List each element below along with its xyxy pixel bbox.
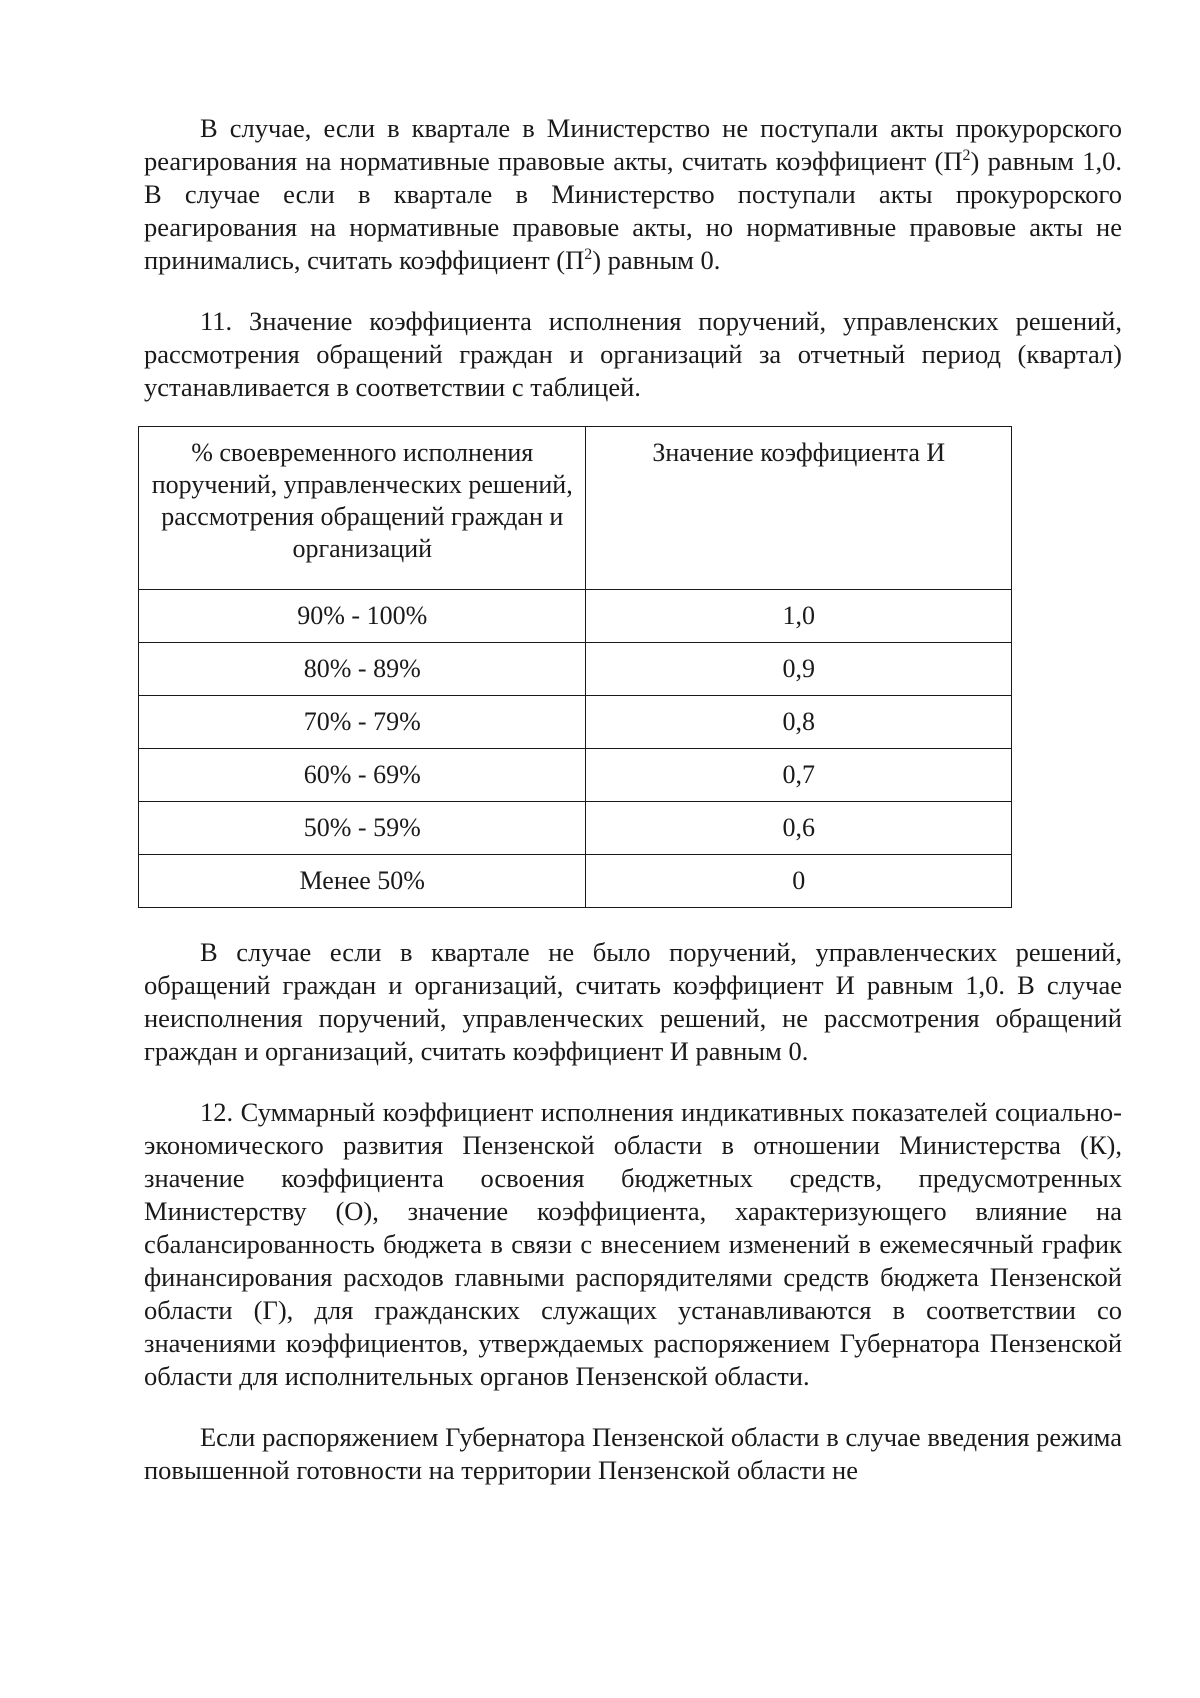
table-cell-range: 70% - 79% <box>139 696 586 749</box>
table-cell-range: 80% - 89% <box>139 643 586 696</box>
table-cell-value: 0,9 <box>586 643 1012 696</box>
paragraph-no-instructions: В случае если в квартале не было поручений, управленческих решений, обращений граждан и организаций, считать коэффициент И равным 1,0. В случае неисполнения поручений, управленческих решений, не рассмотрения обращений граждан и организаций, считать коэффициент И равным 0. <box>144 937 1122 1066</box>
coefficient-table <box>138 426 1012 908</box>
table-row <box>139 802 1012 855</box>
document-page <box>144 112 1122 1487</box>
table-header-row <box>139 427 1012 590</box>
table-cell-range: 50% - 59% <box>139 802 586 855</box>
table-cell-range: Менее 50% <box>139 855 586 908</box>
table-cell-value: 0 <box>586 855 1012 908</box>
table-cell-range: 60% - 69% <box>139 749 586 802</box>
table-header-percent: % своевременного исполнения поручений, управленческих решений, рассмотрения обращений граждан и организаций <box>139 427 586 590</box>
table-cell-value: 0,6 <box>586 802 1012 855</box>
table-cell-value: 0,8 <box>586 696 1012 749</box>
table-header-value: Значение коэффициента И <box>586 427 1012 590</box>
table-row <box>139 696 1012 749</box>
table-row <box>139 855 1012 908</box>
paragraph-prosecutor-acts: В случае, если в квартале в Министерство не поступали акты прокурорского реагирования на нормативные правовые акты, считать коэффициент $(П^2)$ равным 1,0. В случае если в квартале в Министерство поступали акты прокурорского реагирования на нормативные правовые акты, но нормативные правовые акты не принимались, считать коэффициент $(П^2)$ равным 0. <box>144 113 1122 275</box>
table-row <box>139 749 1012 802</box>
paragraph-governor-order: Если распоряжением Губернатора Пензенской области в случае введения режима повышенной готовности на территории Пензенской области не <box>144 1422 1122 1485</box>
paragraph-12: 12. Суммарный коэффициент исполнения индикативных показателей социально-экономического развития Пензенской области в отношении Министерства (К), значение коэффициента освоения бюджетных средств, предусмотренных Министерству (О), значение коэффициента, характеризующего влияние на сбалансированность бюджета в связи с внесением изменений в ежемесячный график финансирования расходов главными распорядителями средств бюджета Пензенской области (Г), для гражданских служащих устанавливаются в соответствии со значениями коэффициентов, утверждаемых распоряжением Губернатора Пензенской области для исполнительных органов Пензенской области. <box>144 1097 1122 1391</box>
paragraph-11: 11. Значение коэффициента исполнения поручений, управленских решений, рассмотрения обращений граждан и организаций за отчетный период (квартал) устанавливается в соответствии с таблицей. <box>144 306 1122 402</box>
table-cell-value: 1,0 <box>586 590 1012 643</box>
table-cell-range: 90% - 100% <box>139 590 586 643</box>
table-row <box>139 590 1012 643</box>
table-row <box>139 643 1012 696</box>
table-cell-value: 0,7 <box>586 749 1012 802</box>
